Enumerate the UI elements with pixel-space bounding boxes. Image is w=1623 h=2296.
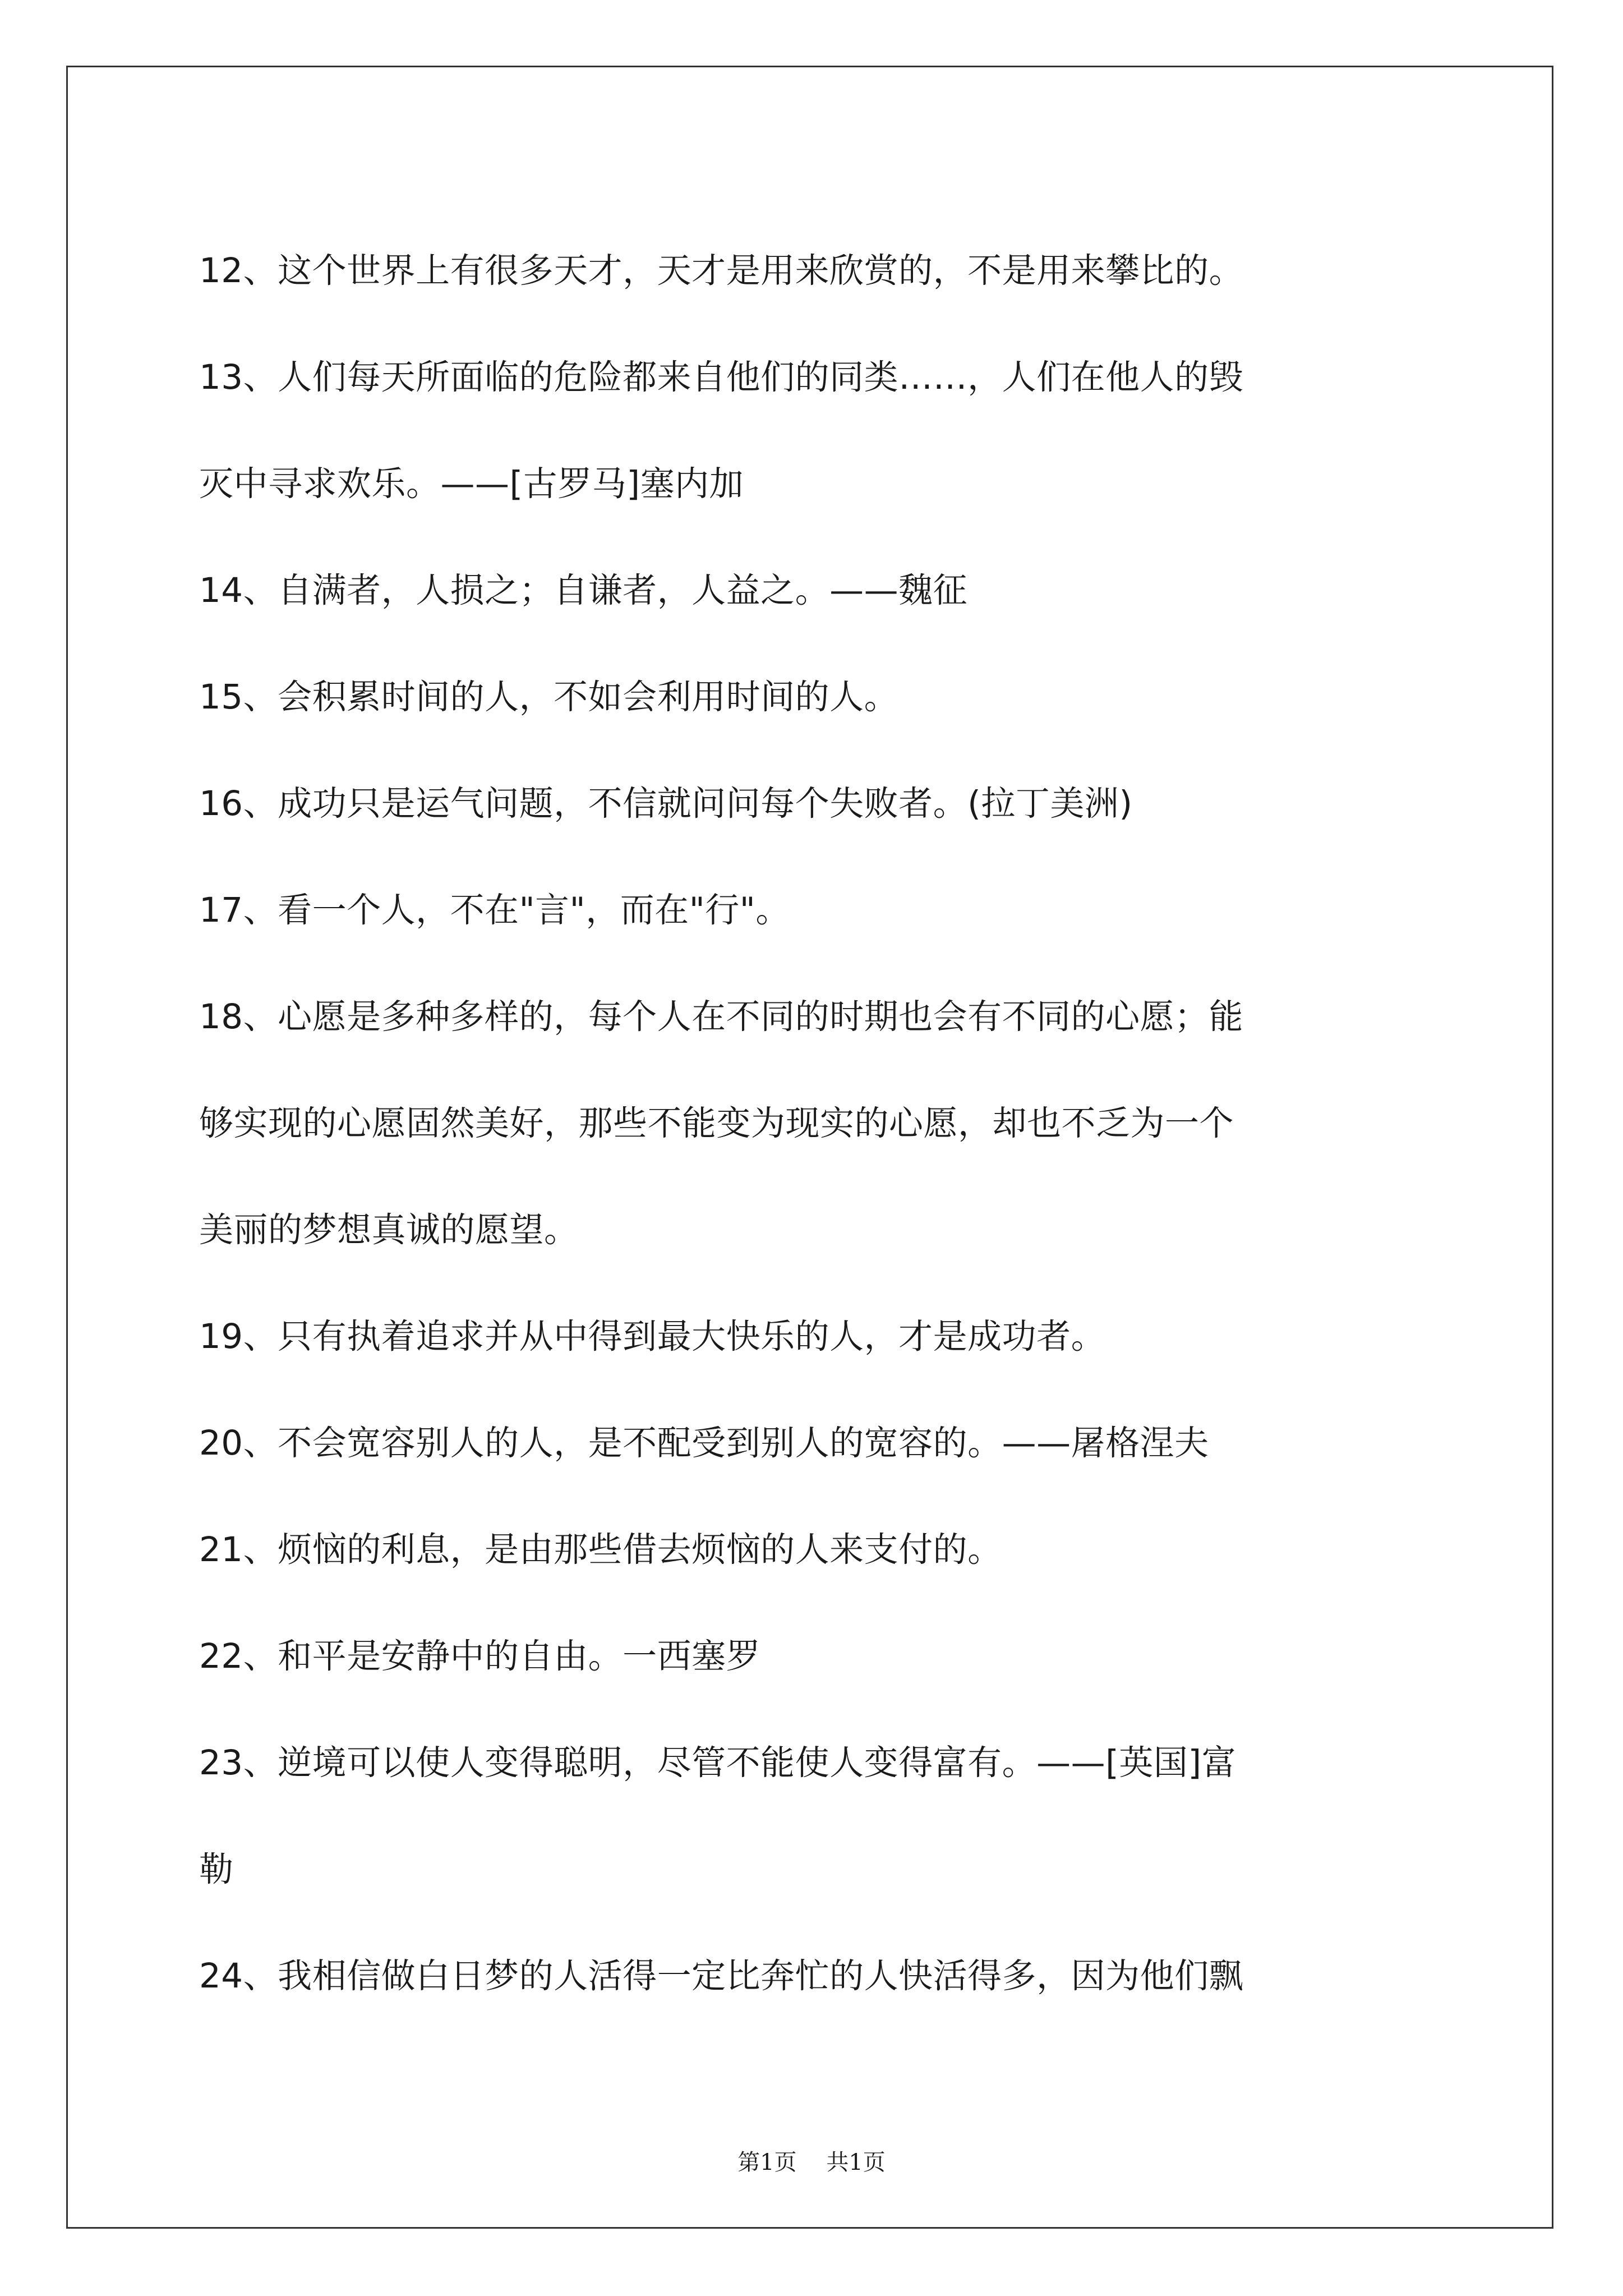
text-line: 18、心愿是多种多样的，每个人在不同的时期也会有不同的心愿；能 [199,997,1244,1037]
text-line: 24、我相信做白日梦的人活得一定比奔忙的人快活得多，因为他们飘 [199,1956,1244,1996]
text-line: 22、和平是安静中的自由。一西塞罗 [199,1636,761,1676]
text-line: 16、成功只是运气问题，不信就问问每个失败者。(拉丁美洲) [199,784,1133,823]
text-line: 20、不会宽容别人的人，是不配受到别人的宽容的。——屠格涅夫 [199,1423,1209,1463]
page-number: 第1页 [737,2150,797,2175]
text-line: 灭中寻求欢乐。——[古罗马]塞内加 [199,464,744,504]
document-body [199,218,1436,2030]
text-line: 勒 [199,1849,234,1889]
text-line: 15、会积累时间的人，不如会利用时间的人。 [199,677,899,717]
text-line: 21、烦恼的利息，是由那些借去烦恼的人来支付的。 [199,1530,1002,1570]
text-line: 17、看一个人，不在"言"，而在"行"。 [199,890,790,930]
text-line: 23、逆境可以使人变得聪明，尽管不能使人变得富有。——[英国]富 [199,1743,1237,1783]
text-line: 19、只有执着追求并从中得到最大快乐的人，才是成功者。 [199,1317,1106,1356]
page-footer [0,2146,1623,2179]
text-line: 美丽的梦想真诚的愿望。 [199,1210,579,1250]
text-line: 够实现的心愿固然美好，那些不能变为现实的心愿，却也不乏为一个 [199,1103,1234,1143]
text-line: 14、自满者，人损之；自谦者，人益之。——魏征 [199,570,968,610]
page-total: 共1页 [826,2150,886,2175]
text-line: 12、这个世界上有很多天才，天才是用来欣赏的，不是用来攀比的。 [199,251,1244,291]
text-line: 13、人们每天所面临的危险都来自他们的同类……，人们在他人的毁 [199,357,1244,397]
